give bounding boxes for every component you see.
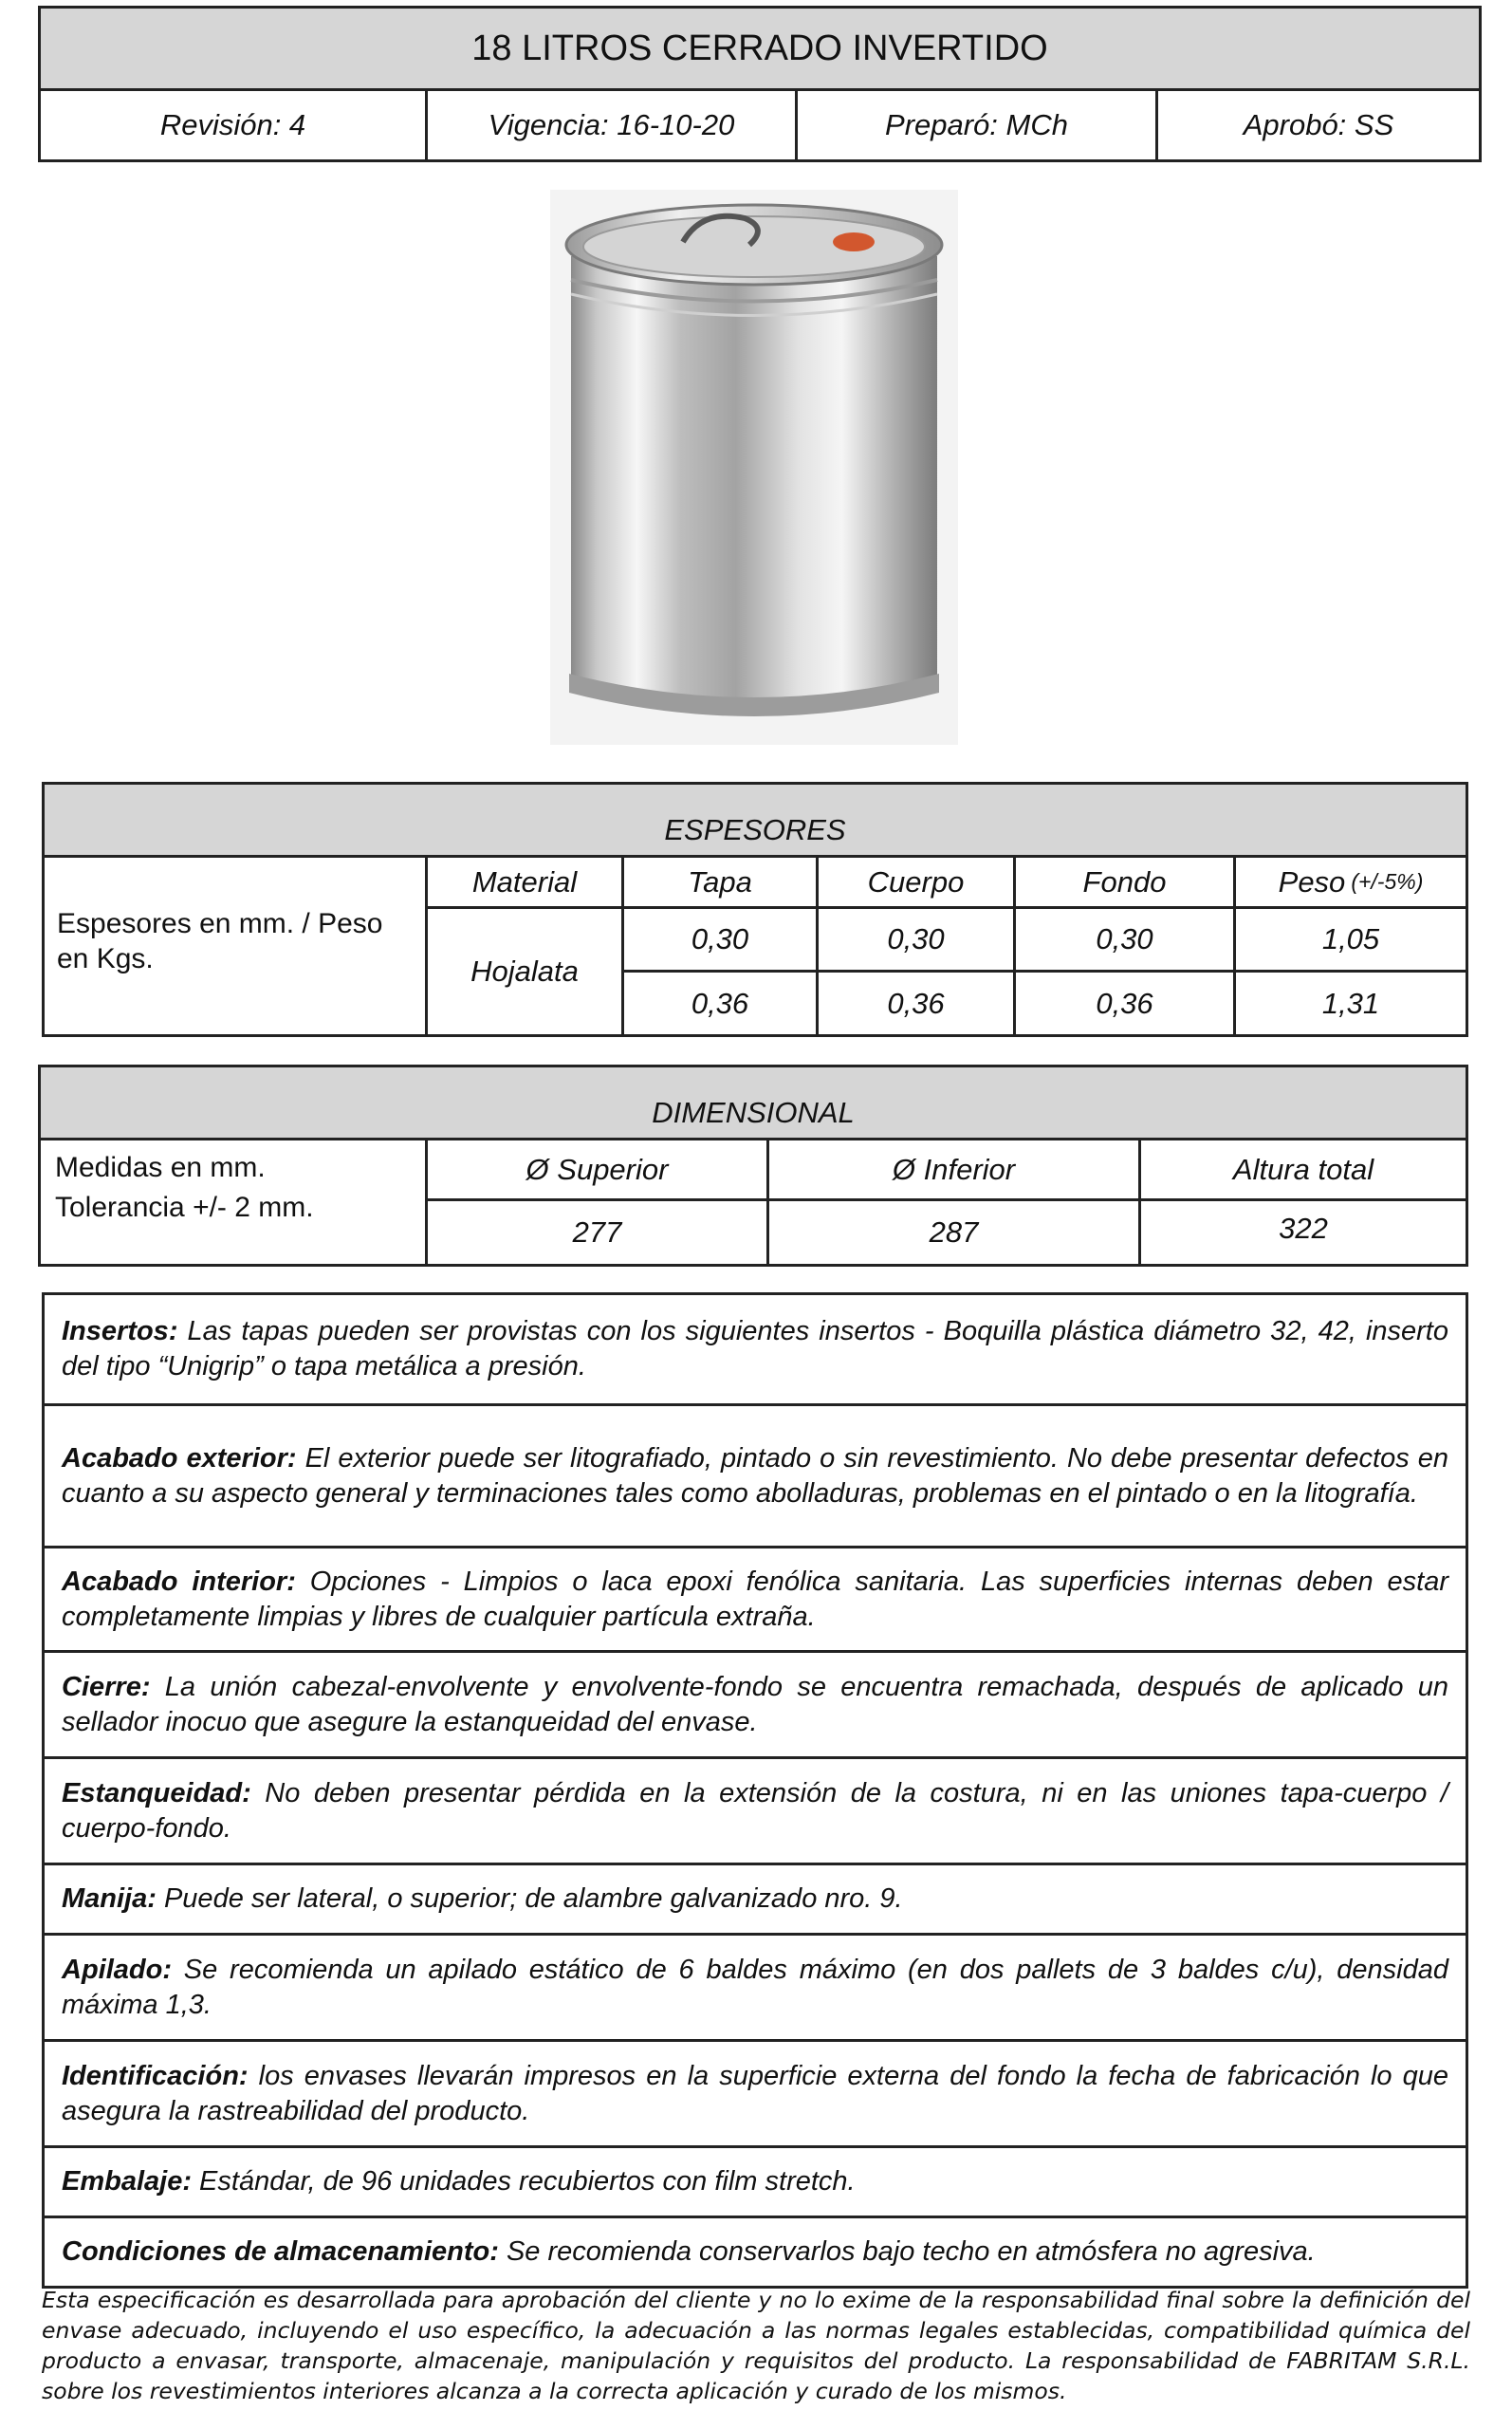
dimensional-title-text: DIMENSIONAL: [652, 1096, 855, 1129]
row1-fondo: [1016, 909, 1233, 970]
material-value-text: Hojalata: [470, 955, 579, 988]
spec-apilado-label: Apilado:: [62, 1954, 172, 1985]
spec-identificacion-text: los envases llevarán impresos en la superficie externa del fondo la fecha de fabricación lo que asegura la rastreabilidad del producto.: [62, 2060, 1448, 2126]
spec-insertos: [42, 1295, 1468, 1406]
preparo-cell: [798, 91, 1155, 159]
spec-acabado-exterior-label: Acabado exterior:: [62, 1442, 297, 1474]
spec-embalaje: [42, 2148, 1468, 2218]
spec-estanqueidad-text: No deben presentar pérdida en la extensión de la costura, ni en las uniones tapa-cuerpo / cuerpo-fondo.: [62, 1777, 1448, 1844]
value-altura: [1141, 1201, 1466, 1256]
row2-tapa-text: 0,36: [691, 986, 749, 1020]
spec-manija-label: Manija:: [62, 1883, 157, 1914]
row2-peso: [1236, 973, 1466, 1034]
row2-fondo: [1016, 973, 1233, 1034]
value-superior: [428, 1201, 766, 1264]
header-material: [428, 858, 621, 906]
spec-embalaje-text: Estándar, de 96 unidades recubiertos con film stretch.: [192, 2166, 856, 2197]
footer-disclaimer-text: Esta especificación es desarrollada para aprobación del cliente y no lo exime de la responsabilidad final sobre la definición del envase adecuado, incluyendo el uso específico, la adecuación a las normas legales establecidas, compatibilidad química del producto a envasar, transporte, almacenaje, manipulación y requisitos del producto. La responsabilidad de FABRITAM S.R.L. sobre los revestimientos interiores alcanza a la correcta aplicación y curado de los mismos.: [42, 2287, 1470, 2404]
header-inferior-text: Ø Inferior: [892, 1152, 1016, 1186]
header-peso-tolerance: (+/-5%): [1351, 869, 1424, 894]
spec-estanqueidad: [42, 1759, 1468, 1865]
spec-insertos-label: Insertos:: [62, 1316, 178, 1346]
row2-tapa: [624, 973, 816, 1034]
header-material-text: Material: [471, 864, 578, 899]
row1-peso-text: 1,05: [1321, 922, 1380, 955]
spec-identificacion: [42, 2042, 1468, 2148]
header-altura: [1141, 1140, 1466, 1198]
value-inferior: [769, 1201, 1138, 1264]
spec-acabado-exterior: [42, 1406, 1468, 1548]
dimensional-title: [38, 1065, 1468, 1140]
value-inferior-text: 287: [929, 1215, 979, 1249]
spec-apilado-text: Se recomienda un apilado estático de 6 baldes máximo (en dos pallets de 3 baldes c/u), densidad máxima 1,3.: [62, 1954, 1448, 2020]
spec-almacenamiento: [42, 2218, 1468, 2289]
spec-apilado: [42, 1936, 1468, 2042]
row2-cuerpo-text: 0,36: [887, 986, 945, 1020]
aprobo-cell: [1158, 91, 1479, 159]
row1-cuerpo-text: 0,30: [887, 922, 945, 955]
document-title-text: 18 LITROS CERRADO INVERTIDO: [471, 28, 1048, 68]
spec-insertos-text: Las tapas pueden ser provistas con los siguientes insertos - Boquilla plástica diámetro 32, 42, inserto del tipo “Unigrip” o tapa metálica a presión.: [62, 1316, 1448, 1381]
header-tapa: [624, 858, 816, 906]
row1-fondo-text: 0,30: [1096, 922, 1153, 955]
header-superior: [428, 1140, 766, 1198]
row2-fondo-text: 0,36: [1096, 986, 1153, 1020]
spec-manija: [42, 1865, 1468, 1936]
spec-embalaje-label: Embalaje:: [62, 2166, 192, 2197]
value-superior-text: 277: [572, 1215, 622, 1249]
header-peso: [1236, 858, 1466, 906]
vigencia-text: Vigencia: 16-10-20: [488, 108, 735, 141]
spec-cierre-label: Cierre:: [62, 1671, 151, 1702]
espesores-side-label: [57, 906, 417, 976]
vigencia-cell: [428, 91, 795, 159]
product-image: [541, 190, 968, 750]
document-title: [38, 6, 1482, 91]
header-fondo-text: Fondo: [1082, 864, 1167, 899]
preparo-text: Preparó: MCh: [885, 108, 1068, 141]
spec-acabado-interior-text: Opciones - Limpios o laca epoxi fenólica sanitaria. Las superficies internas deben estar completamente limpias y libres de cualquier partícula extraña.: [62, 1566, 1449, 1632]
header-peso-text: Peso: [1278, 864, 1346, 899]
spec-cierre: [42, 1653, 1468, 1759]
row1-tapa: [624, 909, 816, 970]
row2-peso-text: 1,31: [1321, 986, 1380, 1020]
spec-acabado-interior: [42, 1548, 1468, 1653]
row1-tapa-text: 0,30: [691, 922, 749, 955]
material-value: [428, 909, 621, 1034]
spec-almacenamiento-label: Condiciones de almacenamiento:: [62, 2236, 499, 2267]
row2-cuerpo: [819, 973, 1013, 1034]
header-tapa-text: Tapa: [688, 864, 752, 899]
header-cuerpo: [819, 858, 1013, 906]
aprobo-text: Aprobó: SS: [1243, 108, 1394, 141]
spec-identificacion-label: Identificación:: [62, 2060, 249, 2091]
espesores-title: [42, 782, 1468, 858]
spec-acabado-interior-label: Acabado interior:: [62, 1566, 296, 1597]
espesores-side-label-text: Espesores en mm. / Peso en Kgs.: [57, 908, 383, 974]
revision-text: Revisión: 4: [159, 108, 306, 141]
header-altura-text: Altura total: [1232, 1152, 1374, 1186]
header-superior-text: Ø Superior: [526, 1152, 669, 1186]
espesores-title-text: ESPESORES: [664, 813, 846, 846]
spec-acabado-exterior-text: El exterior puede ser litografiado, pintado o sin revestimiento. No debe presentar defectos en cuanto a su aspecto general y terminaciones tales como abolladuras, problemas en el pintado o en la litografía.: [62, 1442, 1449, 1509]
dimensional-side-line1: Medidas en mm.: [55, 1152, 266, 1183]
header-fondo: [1016, 858, 1233, 906]
dimensional-side-line2: Tolerancia +/- 2 mm.: [55, 1192, 314, 1223]
row1-cuerpo: [819, 909, 1013, 970]
dimensional-side-label: [55, 1148, 420, 1228]
revision-cell: [41, 91, 425, 159]
spec-manija-text: Puede ser lateral, o superior; de alambre galvanizado nro. 9.: [156, 1883, 903, 1914]
row1-peso: [1236, 909, 1466, 970]
value-altura-text: 322: [1279, 1212, 1328, 1245]
spec-estanqueidad-label: Estanqueidad:: [62, 1777, 251, 1808]
spec-almacenamiento-text: Se recomienda conservarlos bajo techo en atmósfera no agresiva.: [498, 2236, 1316, 2267]
footer-disclaimer: [42, 2285, 1470, 2406]
header-inferior: [769, 1140, 1138, 1198]
spec-cierre-text: La unión cabezal-envolvente y envolvente-fondo se encuentra remachada, después de aplicado un sellador inocuo que asegure la estanqueidad del envase.: [62, 1671, 1448, 1737]
header-cuerpo-text: Cuerpo: [867, 864, 965, 899]
